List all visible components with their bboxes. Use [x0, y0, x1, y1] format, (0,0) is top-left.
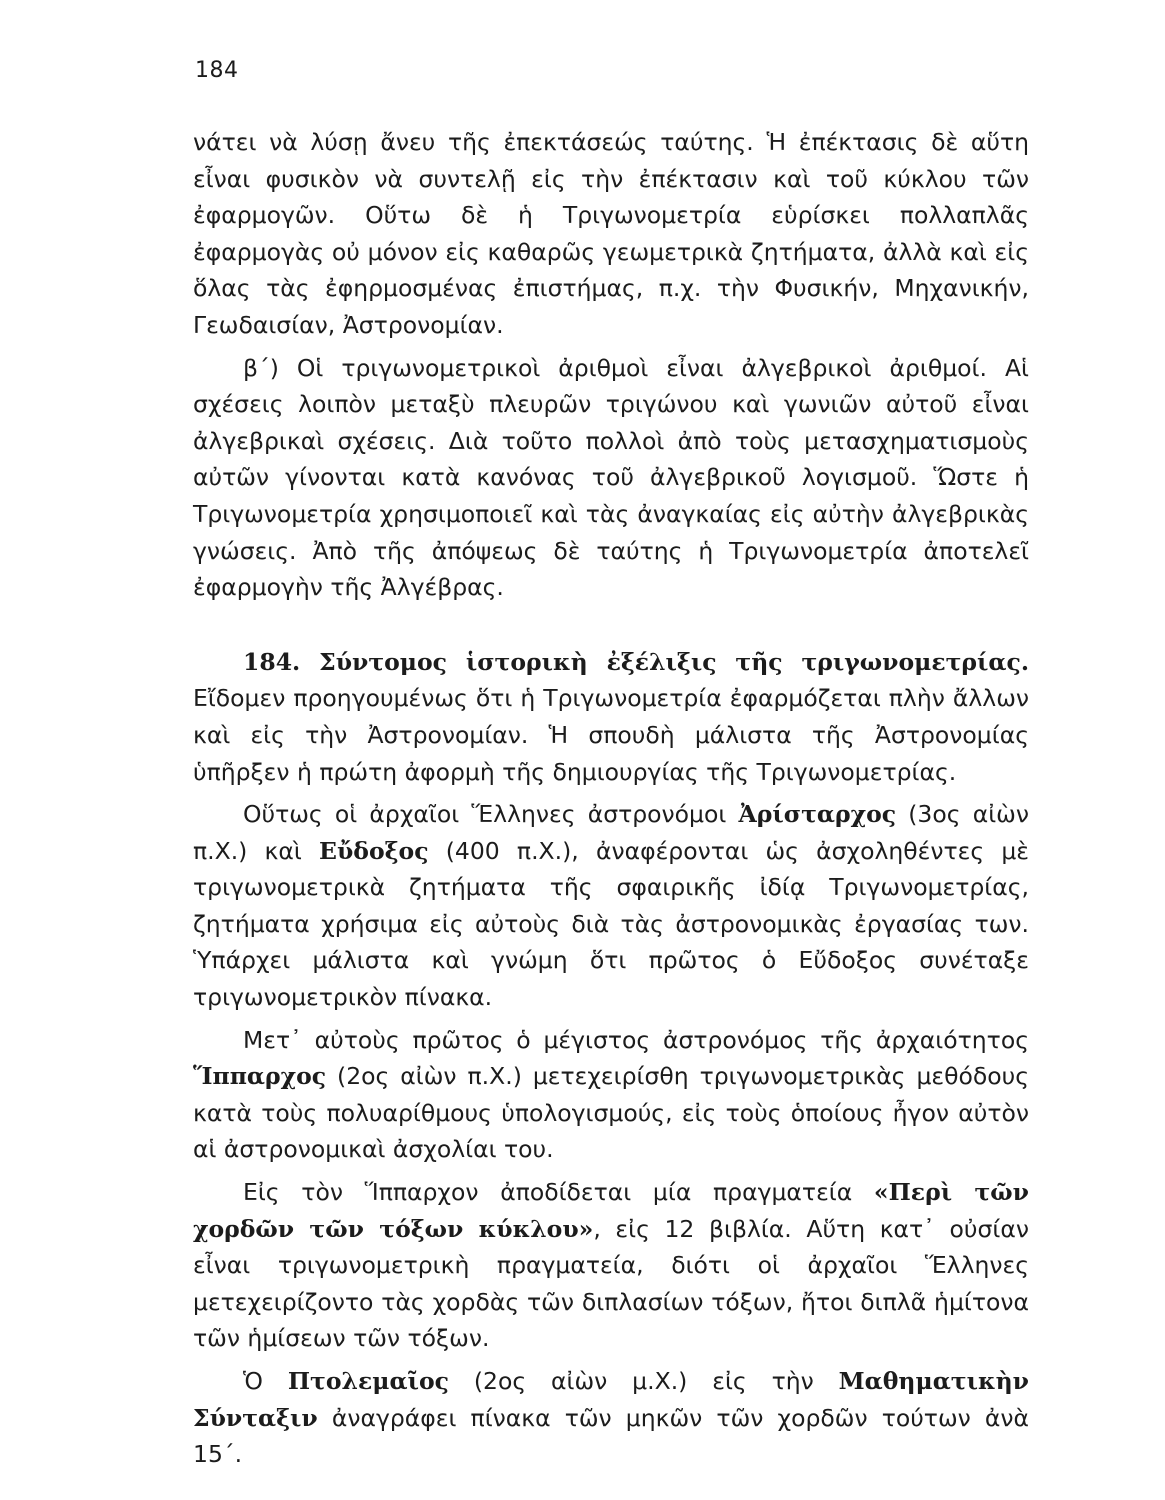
paragraph-6-text-1: Εἰς τὸν Ἵππαρχον ἀποδίδεται μία πραγματεία [243, 1178, 874, 1207]
name-eudoxos: Εὔδοξος [319, 836, 429, 865]
paragraph-2-text: β΄) Οἱ τριγωνομετρικοὶ ἀριθμοὶ εἶναι ἀλγεβρικοὶ ἀριθμοί. Αἱ σχέσεις λοιπὸν μεταξὺ πλευρῶν τριγώνου καὶ γωνιῶν αὐτοῦ εἶναι ἀλγεβρικαὶ σχέσεις. Διὰ τοῦτο πολλοὶ ἀπὸ τοὺς μετασχηματισμοὺς αὐτῶν γίνονται κατὰ κανόνας τοῦ ἀλγεβρικοῦ λογισμοῦ. Ὥστε ἡ Τριγωνομετρία χρησιμοποιεῖ καὶ τὰς ἀναγκαίας εἰς αὐτὴν ἀλγεβρικὰς γνώσεις. Ἀπὸ τῆς ἀπόψεως δὲ ταύτης ἡ Τριγωνομετρία ἀποτελεῖ ἐφαρμογὴν τῆς Ἀλγέβρας. [193, 353, 1029, 602]
paragraph-4-text-3: (400 π.Χ.), ἀναφέρονται ὡς ἀσχοληθέντες μὲ τριγωνομετρικὰ ζητήματα τῆς σφαιρικῆς ἰδίᾳ Τριγωνομετρίας, ζητήματα χρήσιμα εἰς αὐτοὺς διὰ τὰς ἀστρονομικὰς ἐργασίας των. Ὑπάρχει μάλιστα καὶ γνώμη ὅτι πρῶτος ὁ Εὔδοξος συνέταξε τριγωνομετρικὸν πίνακα. [193, 836, 1029, 1012]
paragraph-5 [193, 1022, 1029, 1168]
paragraph-4-text-2: (3ος αἰὼν π.Χ.) καὶ [193, 800, 1029, 865]
paragraph-5-text-1: Μετ᾽ αὐτοὺς πρῶτος ὁ μέγιστος ἀστρονόμος τῆς ἀρχαιότητος [243, 1025, 1029, 1054]
paragraph-1-text: νάτει νὰ λύσῃ ἄνευ τῆς ἐπεκτάσεώς ταύτης. Ἡ ἐπέκτασις δὲ αὕτη εἶναι φυσικὸν νὰ συντελῇ εἰς τὴν ἐπέκτασιν καὶ τοῦ κύκλου τῶν ἐφαρμογῶν. Οὕτω δὲ ἡ Τριγωνομετρία εὑρίσκει πολλαπλᾶς ἐφαρμογὰς οὐ μόνον εἰς καθαρῶς γεωμετρικὰ ζητήματα, ἀλλὰ καὶ εἰς ὅλας τὰς ἐφηρμοσμένας ἐπιστήμας, π.χ. τὴν Φυσικήν, Μηχανικήν, Γεωδαισίαν, Ἀστρονομίαν. [193, 128, 1029, 339]
paragraph-6-text-2: , εἰς 12 βιβλία. Αὕτη κατ᾽ οὐσίαν εἶναι τριγωνομετρικὴ πραγματεία, διότι οἱ ἀρχαῖοι Ἕλληνες μετεχειρίζοντο τὰς χορδὰς τῶν διπλασίων τόξων, ἤτοι διπλᾶ ἡμίτονα τῶν ἡμίσεων τῶν τόξων. [193, 1214, 1029, 1353]
paragraph-7-text-2: (2ος αἰὼν μ.Χ.) εἰς τὴν [448, 1367, 839, 1395]
page-number: 184 [195, 58, 239, 83]
paragraph-3 [193, 644, 1029, 790]
main-text [193, 124, 1029, 1473]
paragraph-7-text-3: ἀναγράφει πίνακα τῶν μηκῶν τῶν χορδῶν τούτων ἀνὰ 15΄. [193, 1403, 1029, 1469]
paragraph-6 [193, 1174, 1029, 1357]
name-hipparchos: Ἵππαρχος [193, 1062, 327, 1091]
paragraph-4-text-1: Οὕτως οἱ ἀρχαῖοι Ἕλληνες ἀστρονόμοι [243, 800, 739, 829]
paragraph-7 [193, 1363, 1029, 1473]
paragraph-3-text: Εἴδομεν προηγουμένως ὅτι ἡ Τριγωνομετρία ἐφαρμόζεται πλὴν ἄλλων καὶ εἰς τὴν Ἀστρονομίαν. Ἡ σπουδὴ μάλιστα τῆς Ἀστρονομίας ὑπῆρξεν ἡ πρώτη ἀφορμὴ τῆς δημιουργίας τῆς Τριγωνομετρίας. [193, 684, 1029, 786]
name-aristarchos: Ἀρίσταρχος [738, 800, 897, 829]
paragraph-5-text-2: (2ος αἰὼν π.Χ.) μετεχειρίσθη τριγωνομετρικὰς μεθόδους κατὰ τοὺς πολυαρίθμους ὑπολογισμούς, εἰς τοὺς ὁποίους ἦγον αὐτὸν αἱ ἀστρονομικαὶ ἀσχολίαι του. [193, 1062, 1029, 1164]
treatise-title: «Περὶ τῶν χορδῶν τῶν τόξων κύκλου» [193, 1178, 1029, 1243]
name-ptolemaios: Πτολεμαῖος [287, 1367, 449, 1395]
paragraph-4 [193, 796, 1029, 1016]
section-heading: 184. Σύντομος ἱστορικὴ ἐξέλιξις τῆς τριγωνομετρίας. [243, 647, 1029, 676]
paragraph-1 [193, 124, 1029, 344]
paragraph-7-text-1: Ὁ [243, 1367, 288, 1395]
paragraph-2 [193, 350, 1029, 606]
work-syntaxis: Μαθηματικὴν Σύνταξιν [193, 1367, 1029, 1432]
